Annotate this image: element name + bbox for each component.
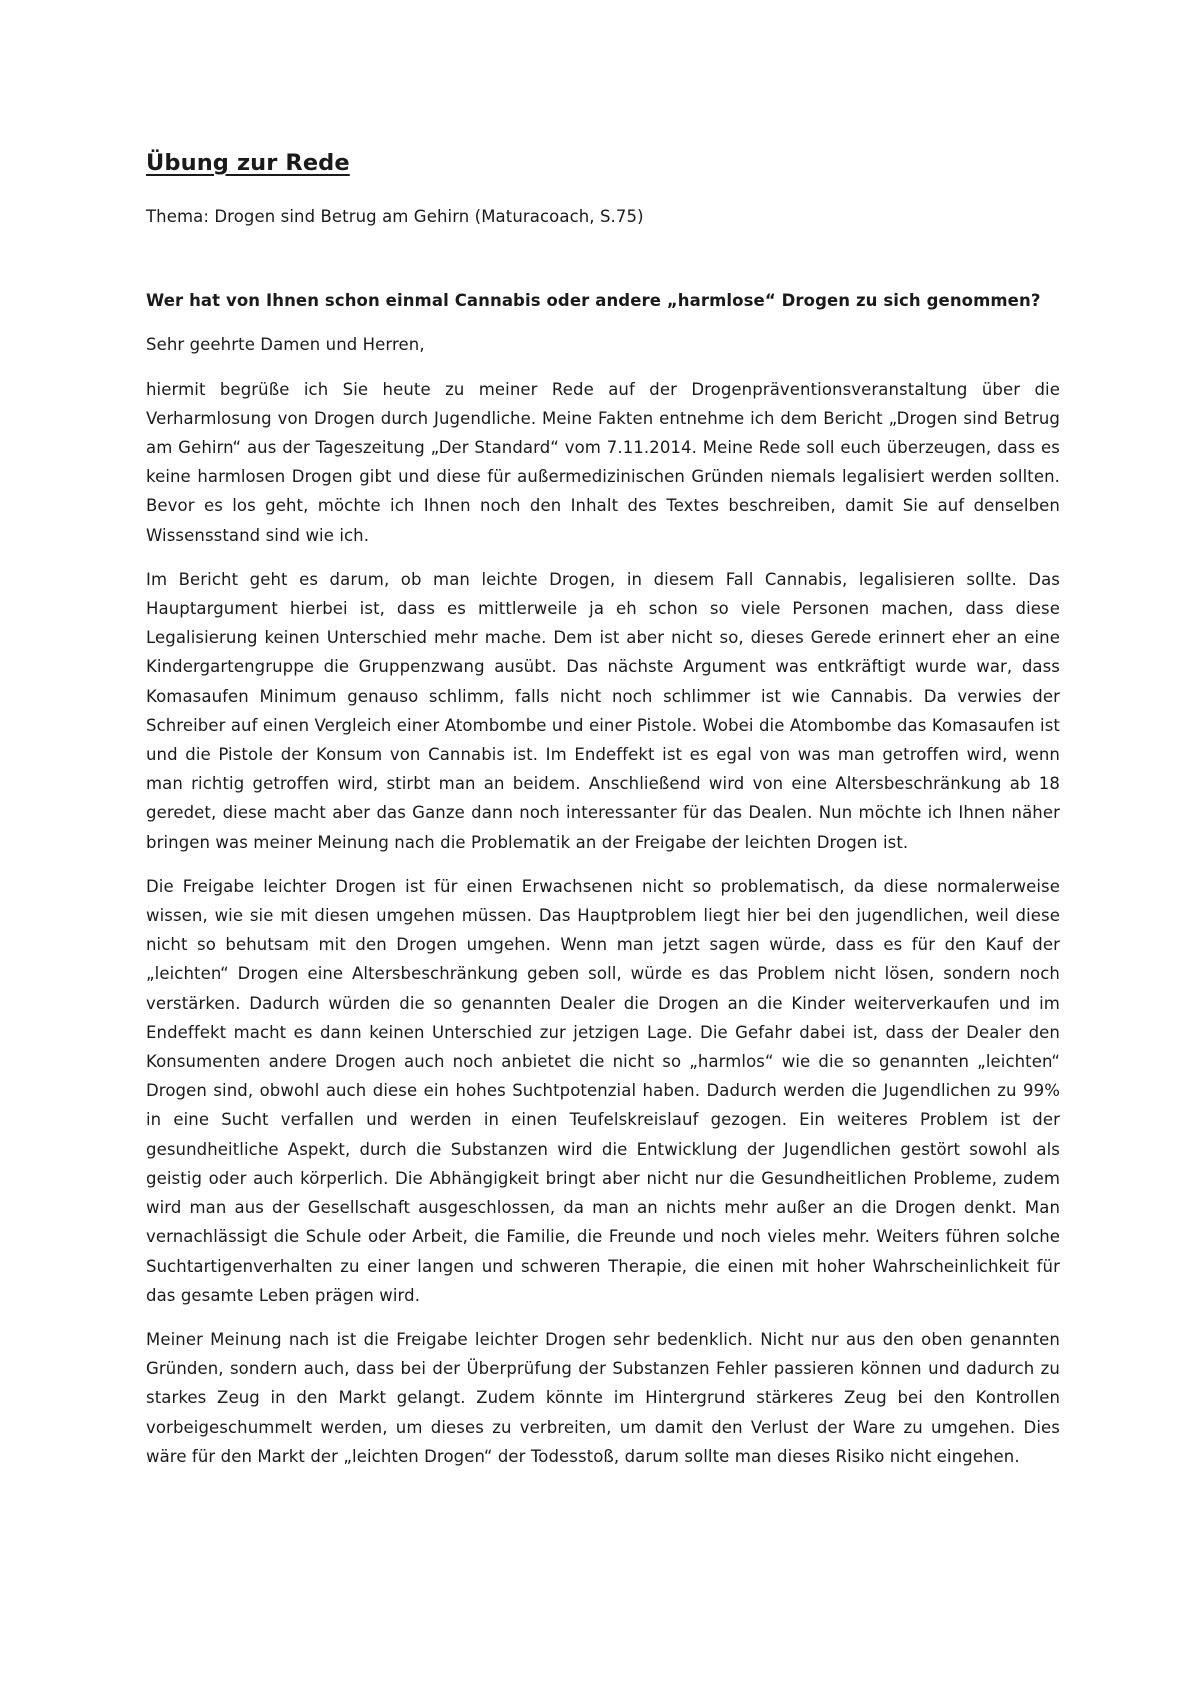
paragraph-conclusion: Meiner Meinung nach ist die Freigabe leichter Drogen sehr bedenklich. Nicht nur aus den oben genannten Gründen, sondern auch, dass bei der Überprüfung der Substanzen Fehler passieren können und dadurch zu starkes Zeug in den Markt gelangt. Zudem könnte im Hintergrund stärkeres Zeug bei den Kontrollen vorbeigeschummelt werden, um dieses zu verbreiten, um damit den Verlust der Ware zu umgehen. Dies wäre für den Markt der „leichten Drogen“ der Todesstoß, darum sollte man dieses Risiko nicht eingehen. bbox=[146, 1329, 1060, 1466]
opening-question: Wer hat von Ihnen schon einmal Cannabis oder andere „harmlose“ Drogen zu sich genommen? bbox=[146, 291, 1041, 311]
salutation: Sehr geehrte Damen und Herren, bbox=[146, 335, 425, 355]
document-title: Übung zur Rede bbox=[146, 150, 350, 176]
paragraph-introduction: hiermit begrüße ich Sie heute zu meiner Rede auf der Drogenpräventionsveranstaltung über die Verharmlosung von Drogen durch Jugendliche. Meine Fakten entnehme ich dem Bericht „Drogen sind Betrug am Gehirn“ aus der Tageszeitung „Der Standard“ vom 7.11.2014. Meine Rede soll euch überzeugen, dass es keine harmlosen Drogen gibt und diese für außermedizinischen Gründen niemals legalisiert werden sollten. Bevor es los geht, möchte ich Ihnen noch den Inhalt des Textes beschreiben, damit Sie auf denselben Wissensstand sind wie ich. bbox=[146, 379, 1060, 545]
document-topic: Thema: Drogen sind Betrug am Gehirn (Maturacoach, S.75) bbox=[146, 207, 644, 226]
document-content bbox=[146, 148, 1060, 1486]
paragraph-summary: Im Bericht geht es darum, ob man leichte Drogen, in diesem Fall Cannabis, legalisieren sollte. Das Hauptargument hierbei ist, dass es mittlerweile ja eh schon so viele Personen machen, dass diese Legalisierung keinen Unterschied mehr mache. Dem ist aber nicht so, dieses Gerede erinnert eher an eine Kindergartengruppe die Gruppenzwang ausübt. Das nächste Argument was entkräftigt wurde war, dass Komasaufen Minimum genauso schlimm, falls nicht noch schlimmer ist wie Cannabis. Da verwies der Schreiber auf einen Vergleich einer Atombombe und einer Pistole. Wobei die Atombombe das Komasaufen ist und die Pistole der Konsum von Cannabis ist. Im Endeffekt ist es egal von was man getroffen wird, wenn man richtig getroffen wird, stirbt man an beidem. Anschließend wird von eine Altersbeschränkung ab 18 geredet, diese macht aber das Ganze dann noch interessanter für das Dealen. Nun möchte ich Ihnen näher bringen was meiner Meinung nach die Problematik an der Freigabe der leichten Drogen ist. bbox=[146, 569, 1060, 852]
paragraph-argument: Die Freigabe leichter Drogen ist für einen Erwachsenen nicht so problematisch, da diese normalerweise wissen, wie sie mit diesen umgehen müssen. Das Hauptproblem liegt hier bei den jugendlichen, weil diese nicht so behutsam mit den Drogen umgehen. Wenn man jetzt sagen würde, dass es für den Kauf der „leichten“ Drogen eine Altersbeschränkung geben soll, würde es das Problem nicht lösen, sondern noch verstärken. Dadurch würden die so genannten Dealer die Drogen an die Kinder weiterverkaufen und im Endeffekt macht es dann keinen Unterschied zur jetzigen Lage. Die Gefahr dabei ist, dass der Dealer den Konsumenten andere Drogen auch noch anbietet die nicht so „harmlos“ wie die so genannten „leichten“ Drogen sind, obwohl auch diese ein hohes Suchtpotenzial haben. Dadurch werden die Jugendlichen zu 99% in eine Sucht verfallen und werden in einen Teufelskreislauf gezogen. Ein weiteres Problem ist der gesundheitliche Aspekt, durch die Substanzen wird die Entwicklung der Jugendlichen gestört sowohl als geistig oder auch körperlich. Die Abhängigkeit bringt aber nicht nur die Gesundheitlichen Probleme, zudem wird man aus der Gesellschaft ausgeschlossen, da man an nichts mehr außer an die Drogen denkt. Man vernachlässigt die Schule oder Arbeit, die Familie, die Freunde und noch vieles mehr. Weiters führen solche Suchtartigenverhalten zu einer langen und schweren Therapie, die einen mit hoher Wahrscheinlichkeit für das gesamte Leben prägen wird. bbox=[146, 876, 1060, 1305]
